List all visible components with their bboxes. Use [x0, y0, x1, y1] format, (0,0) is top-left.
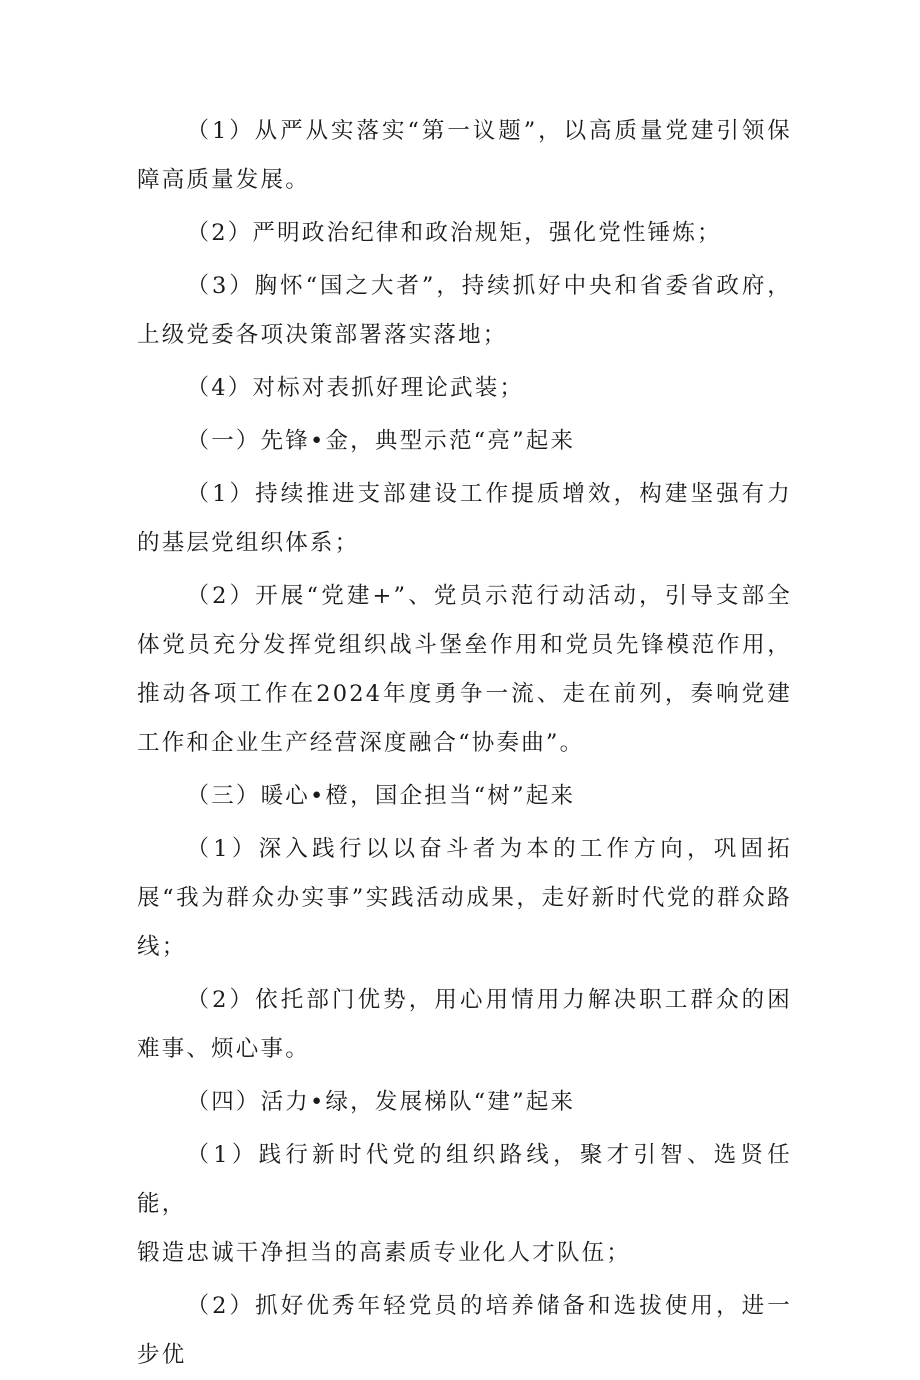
section-heading-gold: （一）先锋•金，典型示范“亮”起来: [186, 428, 576, 454]
paragraph-5: （1）持续推进支部建设工作提质增效，构建坚强有力的基层党组织体系；: [137, 481, 792, 556]
paragraph-10: （2）抓好优秀年轻党员的培养储备和选拔使用，进一步优: [137, 1293, 792, 1368]
paragraph-6: （2）开展“党建+”、党员示范行动活动，引导支部全体党员充分发挥党组织战斗堡垒作用和党员先锋模范作用，推动各项工作在2024年度勇争一流、走在前列，奏响党建工作和企业生产经营深度融合“协奏曲”。: [137, 583, 792, 756]
paragraph-2: （2）严明政治纪律和政治规矩，强化党性锤炼；: [186, 220, 722, 246]
paragraph-8: （2）依托部门优势，用心用情用力解决职工群众的困难事、烦心事。: [137, 987, 792, 1062]
section-heading-green: （四）活力•绿，发展梯队“建”起来: [186, 1089, 576, 1115]
paragraph-3: （3）胸怀“国之大者”，持续抓好中央和省委省政府，上级党委各项决策部署落实落地；: [137, 273, 792, 348]
paragraph-1: （1）从严从实落实“第一议题”，以高质量党建引领保障高质量发展。: [137, 118, 792, 193]
paragraph-9-continued: 锻造忠诚干净担当的高素质专业化人才队伍；: [137, 1240, 632, 1266]
paragraph-4: （4）对标对表抓好理论武装；: [186, 375, 525, 401]
section-heading-orange: （三）暖心•橙，国企担当“树”起来: [186, 783, 576, 809]
paragraph-7: （1）深入践行以以奋斗者为本的工作方向，巩固拓展“我为群众办实事”实践活动成果，走好新时代党的群众路线；: [137, 836, 792, 960]
paragraph-9: （1）践行新时代党的组织路线，聚才引智、选贤任能，: [137, 1142, 792, 1217]
document-body: [137, 107, 792, 1380]
